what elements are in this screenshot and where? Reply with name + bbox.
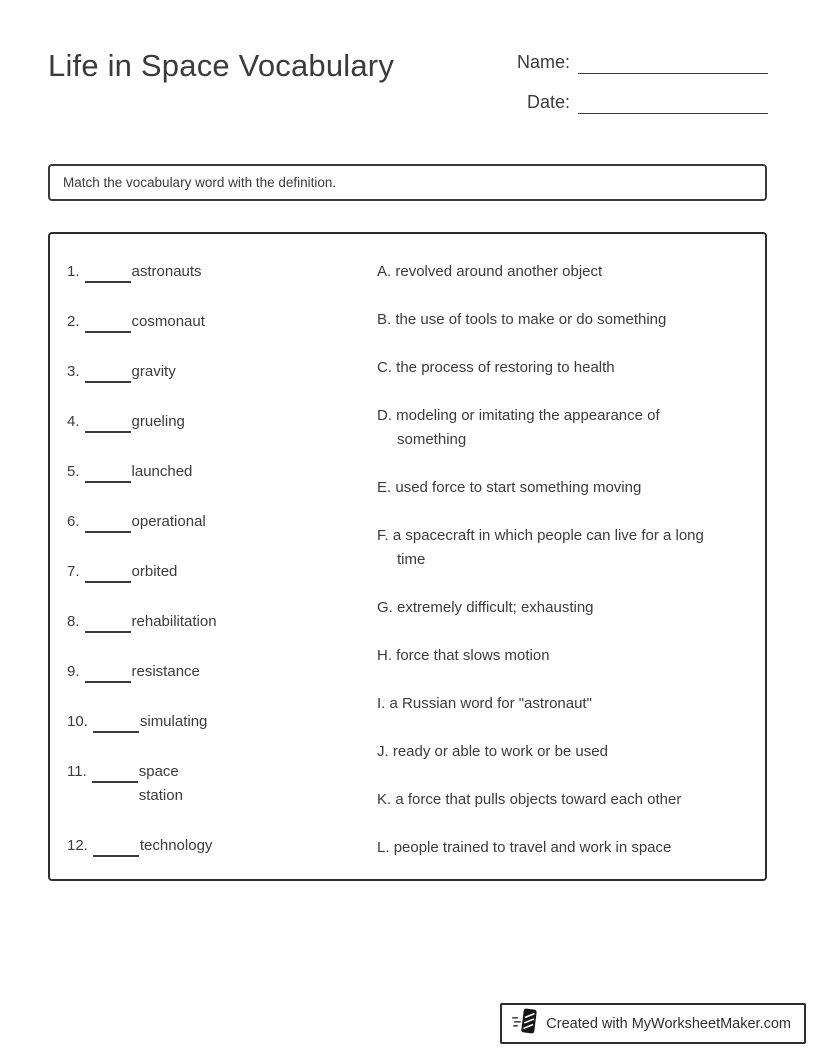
page-title: Life in Space Vocabulary [48,48,395,83]
word-item [67,460,377,484]
word-text: simulating [139,713,208,730]
definition-item [377,356,719,380]
word-item [67,610,377,634]
words-list [67,260,377,879]
word-number: 2. [67,313,80,330]
definition-item [377,692,719,716]
word-text: space station [138,763,183,804]
definition-letter: I. [377,695,386,712]
answer-blank[interactable] [85,621,131,633]
matching-exercise-box [48,232,767,881]
definition-item [377,644,719,668]
word-text: astronauts [131,263,202,280]
definition-letter: L. [377,839,390,856]
definition-item [377,308,719,332]
word-item [67,360,377,384]
answer-blank[interactable] [85,271,131,283]
definition-item [377,788,719,812]
word-text: resistance [131,663,200,680]
word-item [67,510,377,534]
definition-text: ready or able to work or be used [392,743,608,760]
definition-letter: J. [377,743,389,760]
definition-item [377,836,719,860]
word-item [67,260,377,284]
definition-item [377,524,719,572]
word-text: launched [131,463,193,480]
word-text: orbited [131,563,178,580]
definition-text: a spacecraft in which people can live for a long time [392,527,704,568]
word-item [67,310,377,334]
worksheet-maker-icon [512,1006,538,1041]
word-text: rehabilitation [131,613,217,630]
definition-text: people trained to travel and work in space [393,839,672,856]
word-item [67,660,377,684]
definition-text: extremely difficult; exhausting [397,599,594,616]
definition-text: a force that pulls objects toward each other [395,791,682,808]
footer-badge [500,1003,806,1044]
answer-blank[interactable] [85,321,131,333]
word-number: 1. [67,263,80,280]
word-text: grueling [131,413,185,430]
definition-item [377,260,719,284]
name-row [498,48,768,74]
word-number: 3. [67,363,80,380]
footer-credit-text: Created with MyWorksheetMaker.com [546,1015,791,1032]
answer-blank[interactable] [85,471,131,483]
word-text: operational [131,513,206,530]
date-label: Date: [526,92,570,112]
definition-text: used force to start something moving [395,479,642,496]
definition-text: the use of tools to make or do something [395,311,667,328]
name-field-line[interactable] [578,48,768,74]
answer-blank[interactable] [85,371,131,383]
answer-blank[interactable] [93,845,139,857]
date-row [498,88,768,114]
name-date-block [498,48,768,128]
definition-letter: E. [377,479,392,496]
word-number: 5. [67,463,80,480]
word-text: gravity [131,363,176,380]
answer-blank[interactable] [92,771,138,783]
definition-item [377,740,719,764]
word-number: 12. [67,837,88,854]
name-label: Name: [516,52,570,72]
answer-blank[interactable] [85,421,131,433]
definition-text: the process of restoring to health [396,359,615,376]
word-number: 7. [67,563,80,580]
definition-item [377,476,719,500]
definition-letter: D. [377,407,392,424]
word-item [67,834,377,858]
definition-letter: G. [377,599,393,616]
definition-item [377,596,719,620]
definition-letter: A. [377,263,392,280]
definition-text: modeling or imitating the appearance of something [396,407,660,448]
definition-text: a Russian word for "astronaut" [389,695,592,712]
word-item [67,410,377,434]
answer-blank[interactable] [85,521,131,533]
word-item [67,760,377,808]
word-item [67,560,377,584]
definition-letter: C. [377,359,392,376]
word-text: technology [139,837,213,854]
instructions-text: Match the vocabulary word with the definition. [63,175,337,190]
definition-letter: H. [377,647,392,664]
word-number: 9. [67,663,80,680]
word-number: 4. [67,413,80,430]
definition-letter: K. [377,791,392,808]
word-item [67,710,377,734]
definition-item [377,404,719,452]
definition-text: force that slows motion [396,647,550,664]
word-number: 8. [67,613,80,630]
date-field-line[interactable] [578,88,768,114]
definitions-list [377,260,719,879]
word-number: 11. [67,763,87,780]
word-number: 10. [67,713,88,730]
answer-blank[interactable] [93,721,139,733]
definition-text: revolved around another object [395,263,603,280]
answer-blank[interactable] [85,571,131,583]
answer-blank[interactable] [85,671,131,683]
instructions-box [48,164,767,201]
definition-letter: F. [377,527,389,544]
word-text: cosmonaut [131,313,205,330]
definition-letter: B. [377,311,392,328]
word-number: 6. [67,513,80,530]
